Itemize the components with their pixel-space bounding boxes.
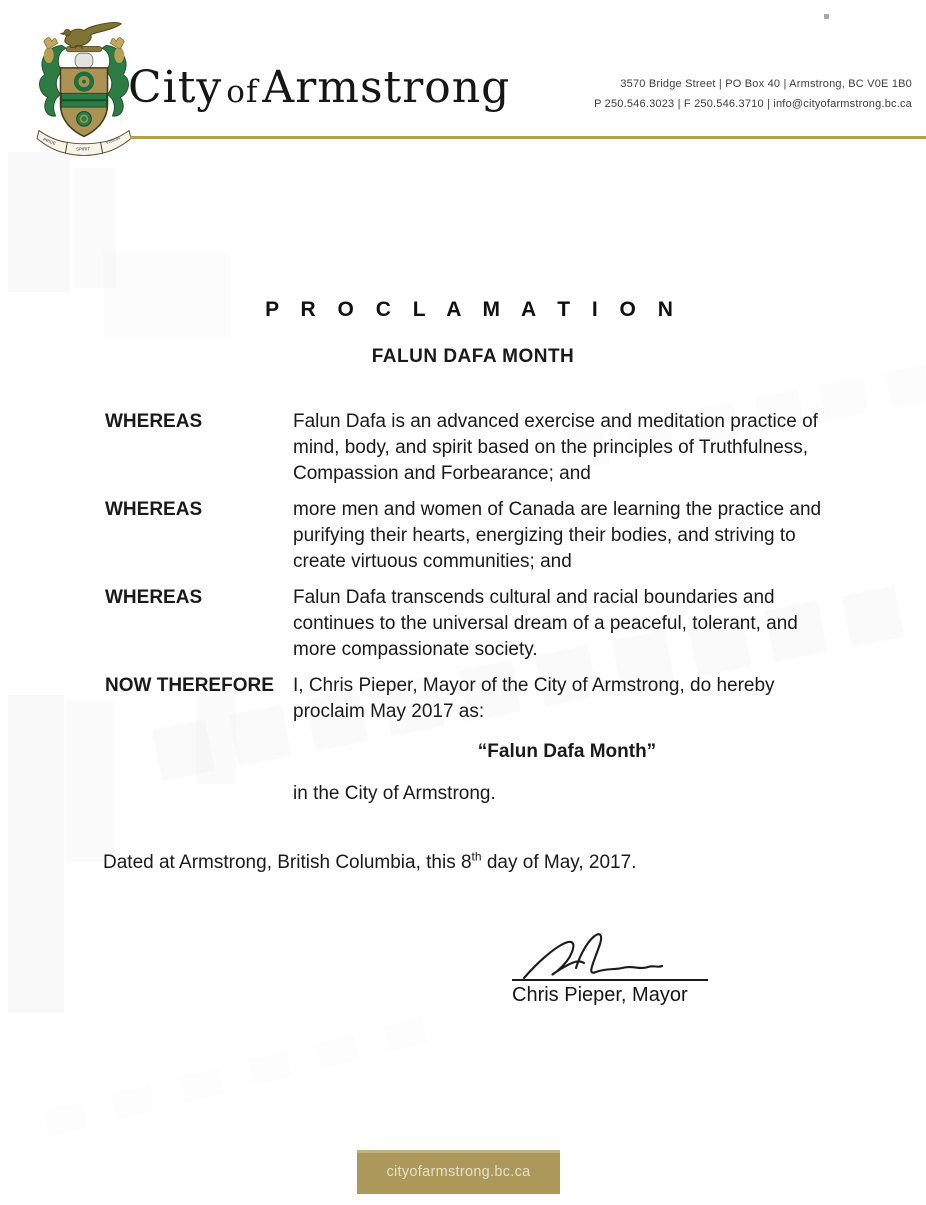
scan-watermark bbox=[8, 152, 70, 292]
closing-line: in the City of Armstrong. bbox=[293, 783, 496, 804]
clause-label: WHEREAS bbox=[105, 411, 203, 432]
signatory-name: Chris Pieper, Mayor bbox=[512, 979, 708, 1007]
clause-text: more men and women of Canada are learning the practice and purifying their hearts, energizing their bodies, and striving to create virtuous communities; and bbox=[293, 499, 822, 572]
clause-text: Falun Dafa transcends cultural and racial boundaries and continues to the universal dream of a peaceful, tolerant, and more compassionate society. bbox=[293, 587, 798, 660]
dated-ordinal-superscript: th bbox=[471, 849, 482, 864]
clause-label: WHEREAS bbox=[105, 499, 203, 520]
scan-watermark bbox=[74, 168, 116, 288]
scan-watermark bbox=[43, 1010, 457, 1137]
clause-label: WHEREAS bbox=[105, 587, 203, 608]
clause-label: NOW THEREFORE bbox=[105, 675, 274, 696]
document-title: P R O C L A M A T I O N bbox=[265, 298, 681, 321]
signature-block bbox=[512, 922, 722, 1007]
whereas-clause-3 bbox=[105, 585, 841, 663]
org-name-of: of bbox=[226, 74, 259, 110]
crest-motto-middle: SPIRIT bbox=[76, 146, 91, 152]
address-line-1: 3570 Bridge Street | PO Box 40 | Armstrong, BC V0E 1B0 bbox=[620, 78, 912, 90]
whereas-clause-2 bbox=[105, 497, 841, 575]
scan-watermark bbox=[8, 695, 64, 1013]
dated-prefix: Dated at Armstrong, British Columbia, this 8 bbox=[103, 852, 472, 873]
whereas-clause-1 bbox=[105, 409, 841, 487]
org-name-city: City bbox=[128, 62, 223, 113]
website-badge bbox=[357, 1150, 560, 1194]
now-therefore-clause bbox=[105, 673, 841, 725]
crest-motto-right: VISION bbox=[105, 135, 121, 146]
proclaimed-month-title: “Falun Dafa Month” bbox=[477, 741, 657, 762]
mayor-signature-icon bbox=[522, 922, 690, 982]
org-name-armstrong: Armstrong bbox=[262, 62, 511, 113]
city-crest-icon bbox=[30, 16, 138, 158]
letterhead-address bbox=[594, 74, 912, 114]
proclamation-body bbox=[105, 297, 841, 876]
letterhead-divider bbox=[130, 136, 926, 139]
document-subtitle: FALUN DAFA MONTH bbox=[371, 346, 575, 367]
clause-text: I, Chris Pieper, Mayor of the City of Armstrong, do hereby proclaim May 2017 as: bbox=[293, 675, 775, 722]
organization-name bbox=[128, 62, 510, 113]
scan-speck bbox=[824, 14, 829, 19]
dated-line bbox=[103, 850, 841, 876]
website-url: cityofarmstrong.bc.ca bbox=[386, 1164, 531, 1180]
clause-text: Falun Dafa is an advanced exercise and meditation practice of mind, body, and spirit based on the principles of Truthfulness, Compassion and Forbearance; and bbox=[293, 411, 818, 484]
address-line-2: P 250.546.3023 | F 250.546.3710 | info@cityofarmstrong.bc.ca bbox=[594, 98, 912, 110]
dated-suffix: day of May, 2017. bbox=[481, 852, 637, 873]
crest-motto-left: PRIDE bbox=[42, 136, 57, 147]
